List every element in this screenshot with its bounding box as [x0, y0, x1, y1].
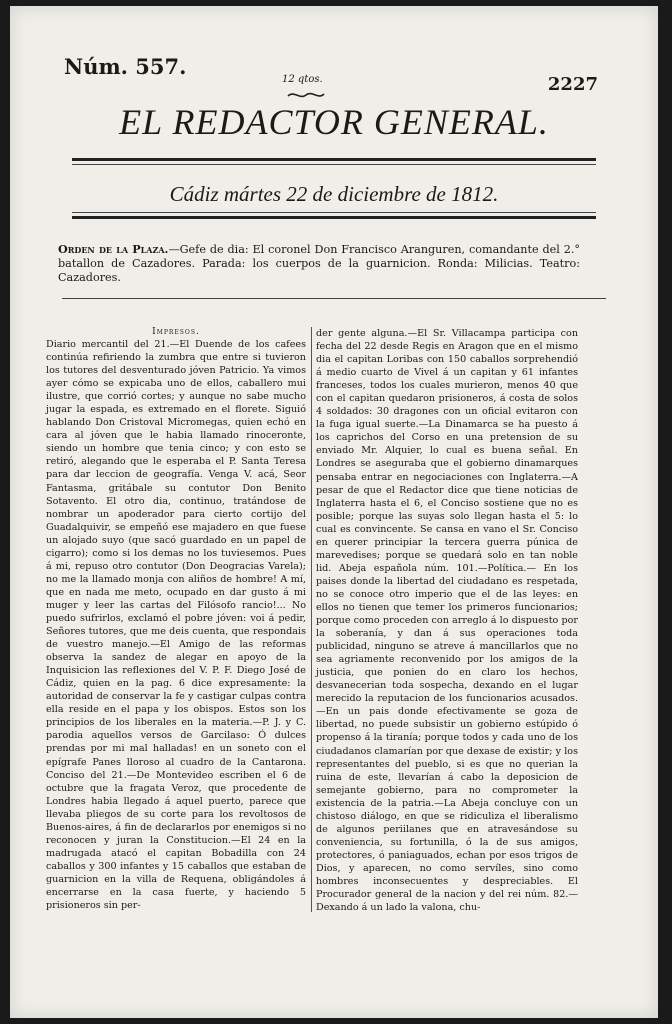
flourish-ornament — [286, 90, 326, 100]
issue-number: Núm. 557. — [64, 54, 187, 79]
title-rule-thick — [72, 158, 596, 161]
title-rule-thin — [72, 164, 596, 165]
dateline: Cádiz mártes 22 de diciembre de 1812. — [169, 182, 499, 206]
newspaper-page — [10, 6, 658, 1018]
section-rule — [62, 298, 606, 299]
column-right-text: der gente alguna.—El Sr. Villacampa participa con fecha del 22 desde Regis en Aragon que en el mismo dia el capitan Loribas con 150 caballos sorprehendió á medio cuarto de Vivel á un capitan y 61 infantes franceses, todos los cuales murieron, menos 40 que con el capitan quedaron prisioneros, á costa de solos 4 soldados: 30 dragones con un oficial evitaron con la fuga igual suerte.—La Dinamarca se ha puesto á los caprichos del Corso en una pretension de su enviado Mr. Alquier, lo cual es buena señal. En Londres se aseguraba que el gobierno dinamarques pensaba entrar en negociaciones con Inglaterra.—A pesar de que el Redactor dice que tiene noticias de Inglaterra hasta el 6, el Conciso sostiene que no es posible; porque las suyas solo llegan hasta el 5: lo cual es convincente. Se cansa en vano el Sr. Conciso en querer principiar la tercera guerra púnica de marevedises; porque se quedará solo en tan noble lid. Abeja española núm. 101.—Política.— En los paises donde la libertad del ciudadano es respetada, no se conoce otro imperio que el de las leyes: en ellos no tienen que temer los primeros funcionarios; porque como proceden con arreglo á lo dispuesto por la soberanía, y dan á sus operaciones toda publicidad, ninguno se atreve á mancillarlos que no sea agriamente reconvenido por los amigos de la justicia, que ponien do en claro los hechos, desvanecerian toda sospecha, dexando en el lugar merecido la reputacion de los funcionarios acusados.—En un pais donde efectivamente se goza de libertad, no puede subsistir un gobierno estúpido ó propenso á la tiranía; porque todos y cada uno de los ciudadanos clamarían por que dexase de existir; y los representantes del pueblo, si es que no querian la ruina de este, llevarían á cabo la deposicion de semejante gobierno, para no comprometer la existencia de la patria.—La Abeja concluye con un chistoso diálogo, en que se ridiculiza el liberalismo de algunos periilanes que en atravesándose su conveniencia, su fortunilla, ó la de sus amigos, protectores, ó paniaguados, echan por esos trigos de Dios, y aparecen, no como servíles, sino como hombres inconsecuentes y despreciables. El Procurador general de la nacion y del rei núm. 82.— Dexando á un lado la valona, chu- — [316, 328, 578, 914]
impresos-heading: Impresos. — [152, 327, 200, 337]
newspaper-title: EL REDACTOR GENERAL. — [119, 102, 549, 142]
date-rule-thick — [72, 216, 596, 219]
date-rule-thin — [72, 212, 596, 213]
column-right — [316, 327, 578, 914]
orden-label: Orden de la Plaza. — [58, 242, 169, 256]
sheet-mark: 12 qtos. — [282, 74, 323, 85]
orden-de-la-plaza — [58, 242, 580, 285]
column-left — [46, 327, 306, 912]
orden-text: —Gefe de dia: El coronel Don Francisco Aranguren, comandante del 2.° batallon de Cazadores. Parada: los cuerpos de la guarnicion. Ronda: Milicias. Teatro: Cazadores. — [58, 243, 580, 284]
column-separator — [311, 327, 312, 912]
column-left-text: Diario mercantil del 21.—El Duende de los cafees continúa refiriendo la zumbra que entre si tuvieron los tutores del desventurado jóven Patricio. Ya vimos ayer cómo se expicaba uno de ellos, caballero mui ilustre, que corrió cortes; y aunque no sabe mucho jugar la espada, es extremado en el florete. Siguió hablando Don Cristoval Micromegas, quien echó en cara al jóven que le habia llamado rinoceronte, siendo un hombre que tenia cinco; y con esto se retiró, alegando que le esperaba el P. Santa Teresa para dar leccion de geografía. Venga V. acá, Seor Fantasma, gritábale su contutor Don Benito Sotavento. El otro dia, continuo, tratándose de nombrar un apoderador para cierto cortijo del Guadalquivir, se empeñó ese majadero en que fuese un alojado suyo (que sacó guardado en un papel de cigarro); como si los demas no los tuviesemos. Pues á mi, repuso otro contutor (Don Deogracias Varela); no me la llamado monja con aliños de hombre! A mí, que en nada me meto, ocupado en dar gusto á mi muger y leer las cartas del Filósofo rancio!... No puedo sufrirlos, exclamó el pobre jóven: voi á pedir, Señores tutores, que me deis cuenta, que respondais de vuestro manejo.—El Amigo de las reformas observa la sandez de alegar en apoyo de la Inquisicion las reflexiones del V. P. F. Diego José de Cádiz, quien en la pag. 6 dice expresamente: la autoridad de conservar la fe y castigar culpas contra ella reside en el papa y los obispos. Estos son los principios de los liberales en la materia.—P. J. y C. parodia aquellos versos de Garcilaso: Ó dulces prendas por mi mal halladas! en un soneto con el epígrafe Panes lloroso al cuadro de la Cantarona. Conciso del 21.—De Montevideo escriben el 6 de octubre que la fragata Veroz, que procedente de Londres habia llegado á aquel puerto, parece que llevaba pliegos de su corte para los revoltosos de Buenos-aires, á fin de declararlos por enemigos si no reconocen y juran la Constitucion.—El 24 en la madrugada atacó el capitan Bobadilla con 24 caballos y 300 infantes y 15 caballos que estaban de guarnicion en la villa de Requena, obligándoles á encerrarse en la casa fuerte, y haciendo 5 prisioneros sin per- — [46, 339, 306, 912]
page-number: 2227 — [547, 74, 598, 95]
